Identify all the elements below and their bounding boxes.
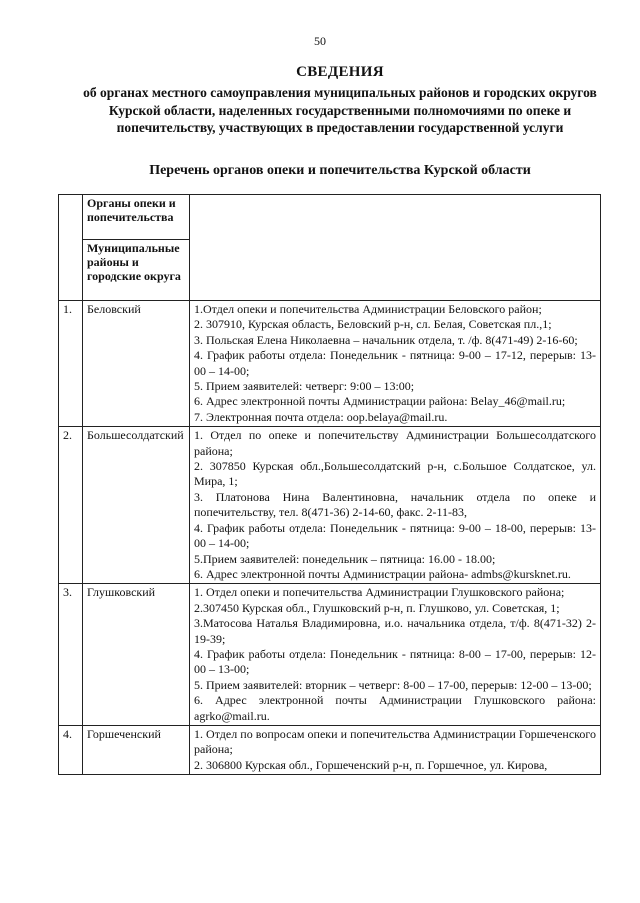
authority-details	[190, 301, 601, 427]
detail-line: 1. Отдел опеки и попечительства Администрации Глушковского района;	[194, 585, 565, 600]
table-row	[59, 584, 601, 726]
header-num-cell	[59, 195, 83, 301]
detail-line: 7. Электронная почта отдела: oop.belaya@mail.ru.	[194, 409, 448, 424]
list-title: Перечень органов опеки и попечительства Курской области	[149, 163, 531, 178]
header-districts: Муниципальные районы и городские округа	[83, 240, 190, 301]
district-name: Беловский	[83, 301, 190, 427]
detail-line: 3.Матосова Наталья Владимировна, и.о. начальника отдела, т/ф. 8(471-32) 2-19-39;	[194, 616, 596, 646]
header-authorities: Органы опеки и попечительства	[83, 195, 190, 240]
table-header-row	[59, 195, 601, 240]
detail-line: 3. Платонова Нина Валентиновна, начальник отдела по опеке и попечительству, тел. 8(471-36) 2-14-60, факс. 2-11-83,	[194, 489, 596, 520]
row-number: 1.	[59, 301, 83, 427]
guardianship-authorities-table	[58, 194, 601, 775]
row-number: 4.	[59, 725, 83, 774]
table-body	[59, 301, 601, 775]
document-subtitle: об органах местного самоуправления муниципальных районов и городских округов Курской области, наделенных государственными полномочиями по опеке и попечительству, участвующих в предоставлении государственной услуги	[83, 85, 597, 135]
detail-line: 5.Прием заявителей: понедельник – пятница: 16.00 - 18.00;	[194, 551, 496, 566]
detail-line: 2. 307910, Курская область, Беловский р-н, сл. Белая, Советская пл.,1;	[194, 317, 552, 332]
district-name: Глушковский	[83, 584, 190, 726]
header-empty-cell	[190, 195, 601, 301]
page-number: 50	[314, 34, 326, 48]
authority-details	[190, 584, 601, 726]
detail-line: 1.Отдел опеки и попечительства Администрации Беловского район;	[194, 302, 542, 316]
detail-line: 2. 306800 Курская обл., Горшеченский р-н, п. Горшечное, ул. Кирова,	[194, 757, 548, 772]
row-number: 2.	[59, 427, 83, 584]
table-row	[59, 301, 601, 427]
detail-line: 5. Прием заявителей: вторник – четверг: 8-00 – 17-00, перерыв: 12-00 – 13-00;	[194, 677, 592, 692]
detail-line: 2. 307850 Курская обл.,Большесолдатский р-н, с.Большое Солдатское, ул. Мира, 1;	[194, 459, 596, 489]
authority-details	[190, 427, 601, 584]
detail-line: 3. Польская Елена Николаевна – начальник отдела, т. /ф. 8(471-49) 2-16-60;	[194, 332, 578, 347]
detail-line: 4. График работы отдела: Понедельник - пятница: 8-00 – 17-00, перерыв: 12-00 – 13-00;	[194, 646, 596, 677]
detail-line: 6. Адрес электронной почты Администрации Глушковского района: agrko@mail.ru.	[194, 693, 596, 723]
district-name: Большесолдатский	[83, 427, 190, 584]
detail-line: 1. Отдел по опеке и попечительству Администрации Большесолдатского района;	[194, 428, 596, 458]
detail-line: 5. Прием заявителей: четверг: 9:00 – 13:00;	[194, 379, 415, 394]
table-row	[59, 427, 601, 584]
table-row	[59, 725, 601, 774]
row-number: 3.	[59, 584, 83, 726]
detail-line: 2.307450 Курская обл., Глушковский р-н, п. Глушково, ул. Советская, 1;	[194, 600, 560, 615]
document-title: СВЕДЕНИЯ	[296, 64, 384, 80]
detail-line: 4. График работы отдела: Понедельник - пятница: 9-00 – 17-12, перерыв: 13-00 – 14-00;	[194, 348, 596, 378]
district-name: Горшеченский	[83, 725, 190, 774]
detail-line: 4. График работы отдела: Понедельник - пятница: 9-00 – 18-00, перерыв: 13-00 – 14-00;	[194, 520, 596, 551]
authority-details	[190, 725, 601, 774]
detail-line: 6. Адрес электронной почты Администрации района- admbs@kursknet.ru.	[194, 566, 571, 581]
detail-line: 1. Отдел по вопросам опеки и попечительства Администрации Горшеченского района;	[194, 726, 596, 757]
detail-line: 6. Адрес электронной почты Администрации района: Belay_46@mail.ru;	[194, 394, 566, 409]
